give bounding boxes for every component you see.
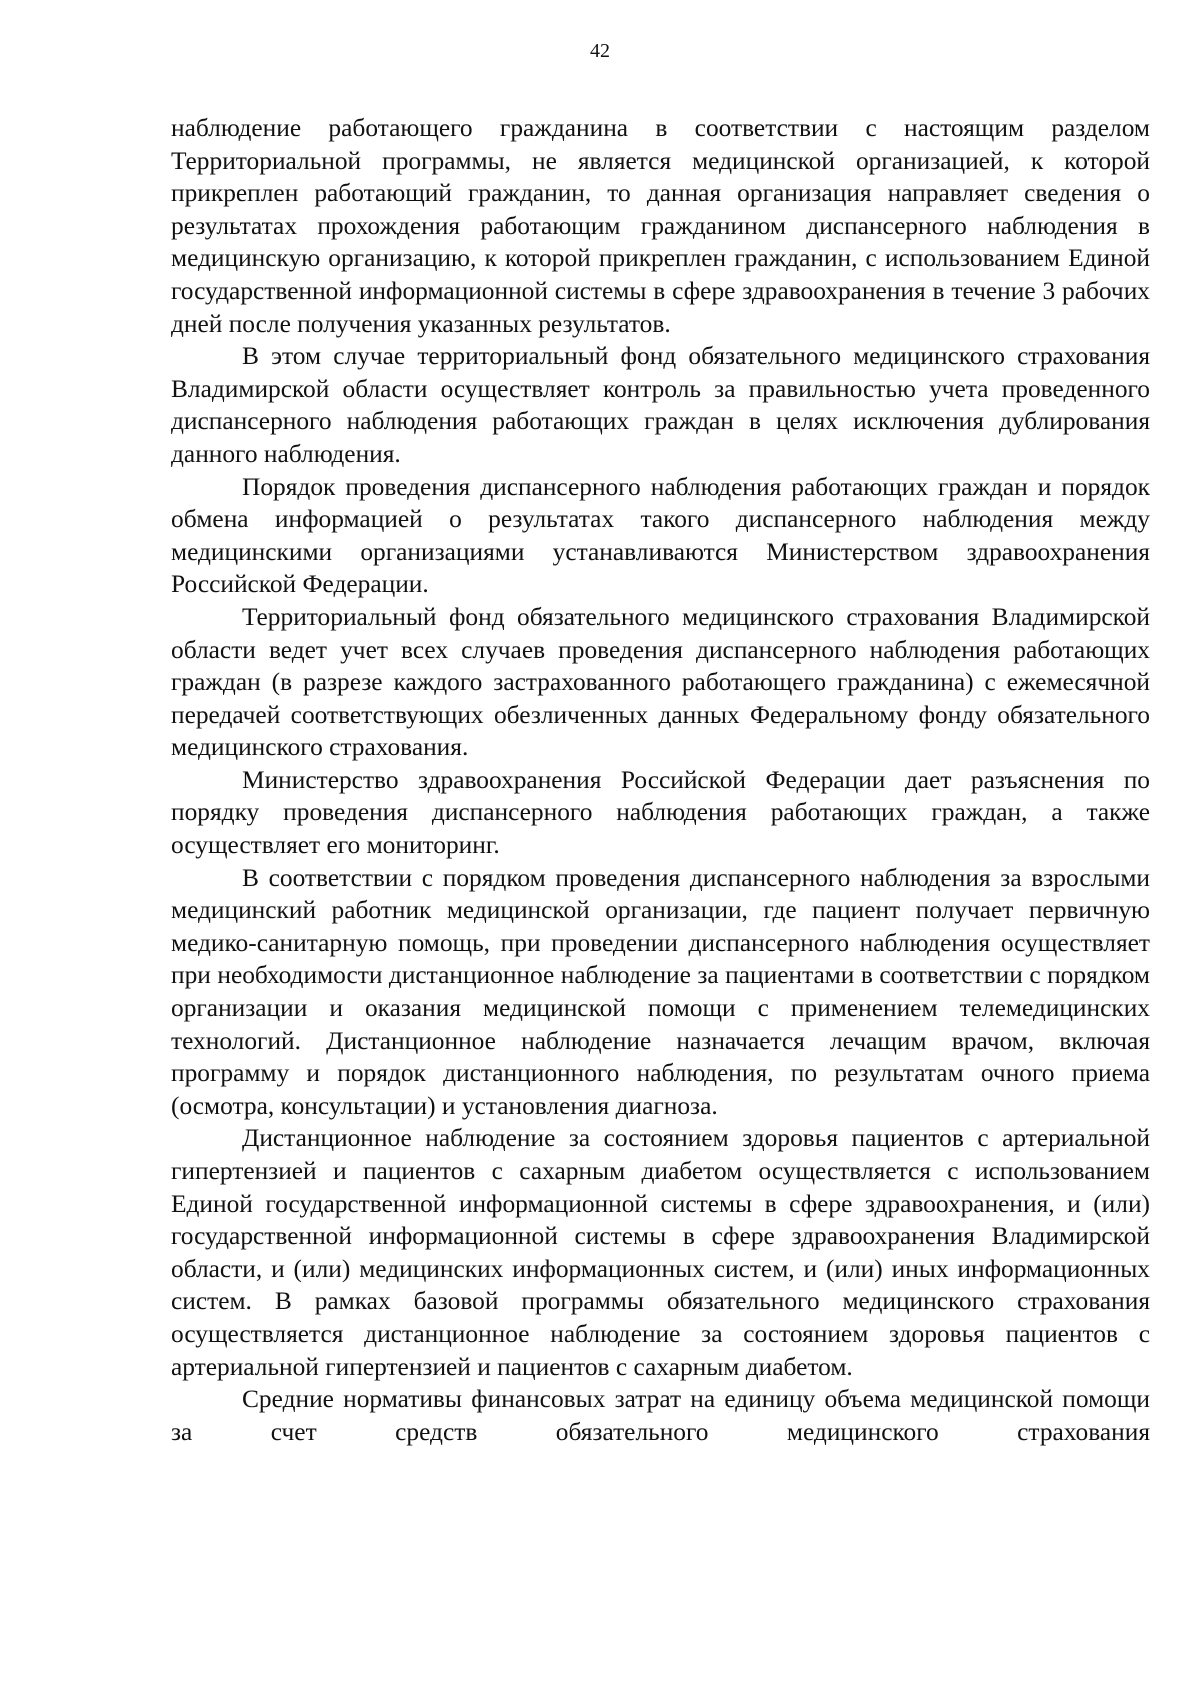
paragraph: Порядок проведения диспансерного наблюдения работающих граждан и порядок обмена информацией о результатах такого диспансерного наблюдения между медицинскими организациями устанавливаются Министерством здравоохранения Российской Федерации.	[171, 472, 1150, 599]
paragraph: В соответствии с порядком проведения диспансерного наблюдения за взрослыми медицинский работник медицинской организации, где пациент получает первичную медико-санитарную помощь, при проведении диспансерного наблюдения осуществляет при необходимости дистанционное наблюдение за пациентами в соответствии с порядком организации и оказания медицинской помощи с применением телемедицинских технологий. Дистанционное наблюдение назначается лечащим врачом, включая программу и порядок дистанционного наблюдения, по результатам очного приема (осмотра, консультации) и установления диагноза.	[171, 863, 1150, 1120]
paragraph: наблюдение работающего гражданина в соответствии с настоящим разделом Территориальной программы, не является медицинской организацией, к которой прикреплен работающий гражданин, то данная организация направляет сведения о результатах прохождения работающим гражданином диспансерного наблюдения в медицинскую организацию, к которой прикреплен гражданин, с использованием Единой государственной информационной системы в сфере здравоохранения в течение 3 рабочих дней после получения указанных результатов.	[171, 114, 1150, 338]
paragraph: Средние нормативы финансовых затрат на единицу объема медицинской помощи за счет средств обязательного медицинского страхования	[171, 1385, 1150, 1446]
paragraph: Дистанционное наблюдение за состоянием здоровья пациентов с артериальной гипертензией и пациентов с сахарным диабетом осуществляется с использованием Единой государственной информационной системы в сфере здравоохранения, и (или) государственной информационной системы в сфере здравоохранения Владимирской области, и (или) медицинских информационных систем, и (или) иных информационных систем. В рамках базовой программы обязательного медицинского страхования осуществляется дистанционное наблюдение за состоянием здоровья пациентов с артериальной гипертензией и пациентов с сахарным диабетом.	[171, 1124, 1150, 1381]
paragraph: Территориальный фонд обязательного медицинского страхования Владимирской области ведет учет всех случаев проведения диспансерного наблюдения работающих граждан (в разрезе каждого застрахованного работающего гражданина) с ежемесячной передачей соответствующих обезличенных данных Федеральному фонду обязательного медицинского страхования.	[171, 602, 1150, 762]
document-body	[171, 112, 1150, 1448]
paragraph: Министерство здравоохранения Российской Федерации дает разъяснения по порядку проведения диспансерного наблюдения работающих граждан, а также осуществляет его мониторинг.	[171, 765, 1150, 860]
paragraph: В этом случае территориальный фонд обязательного медицинского страхования Владимирской области осуществляет контроль за правильностью учета проведенного диспансерного наблюдения работающих граждан в целях исключения дублирования данного наблюдения.	[171, 342, 1150, 468]
page-number: 42	[590, 40, 610, 62]
